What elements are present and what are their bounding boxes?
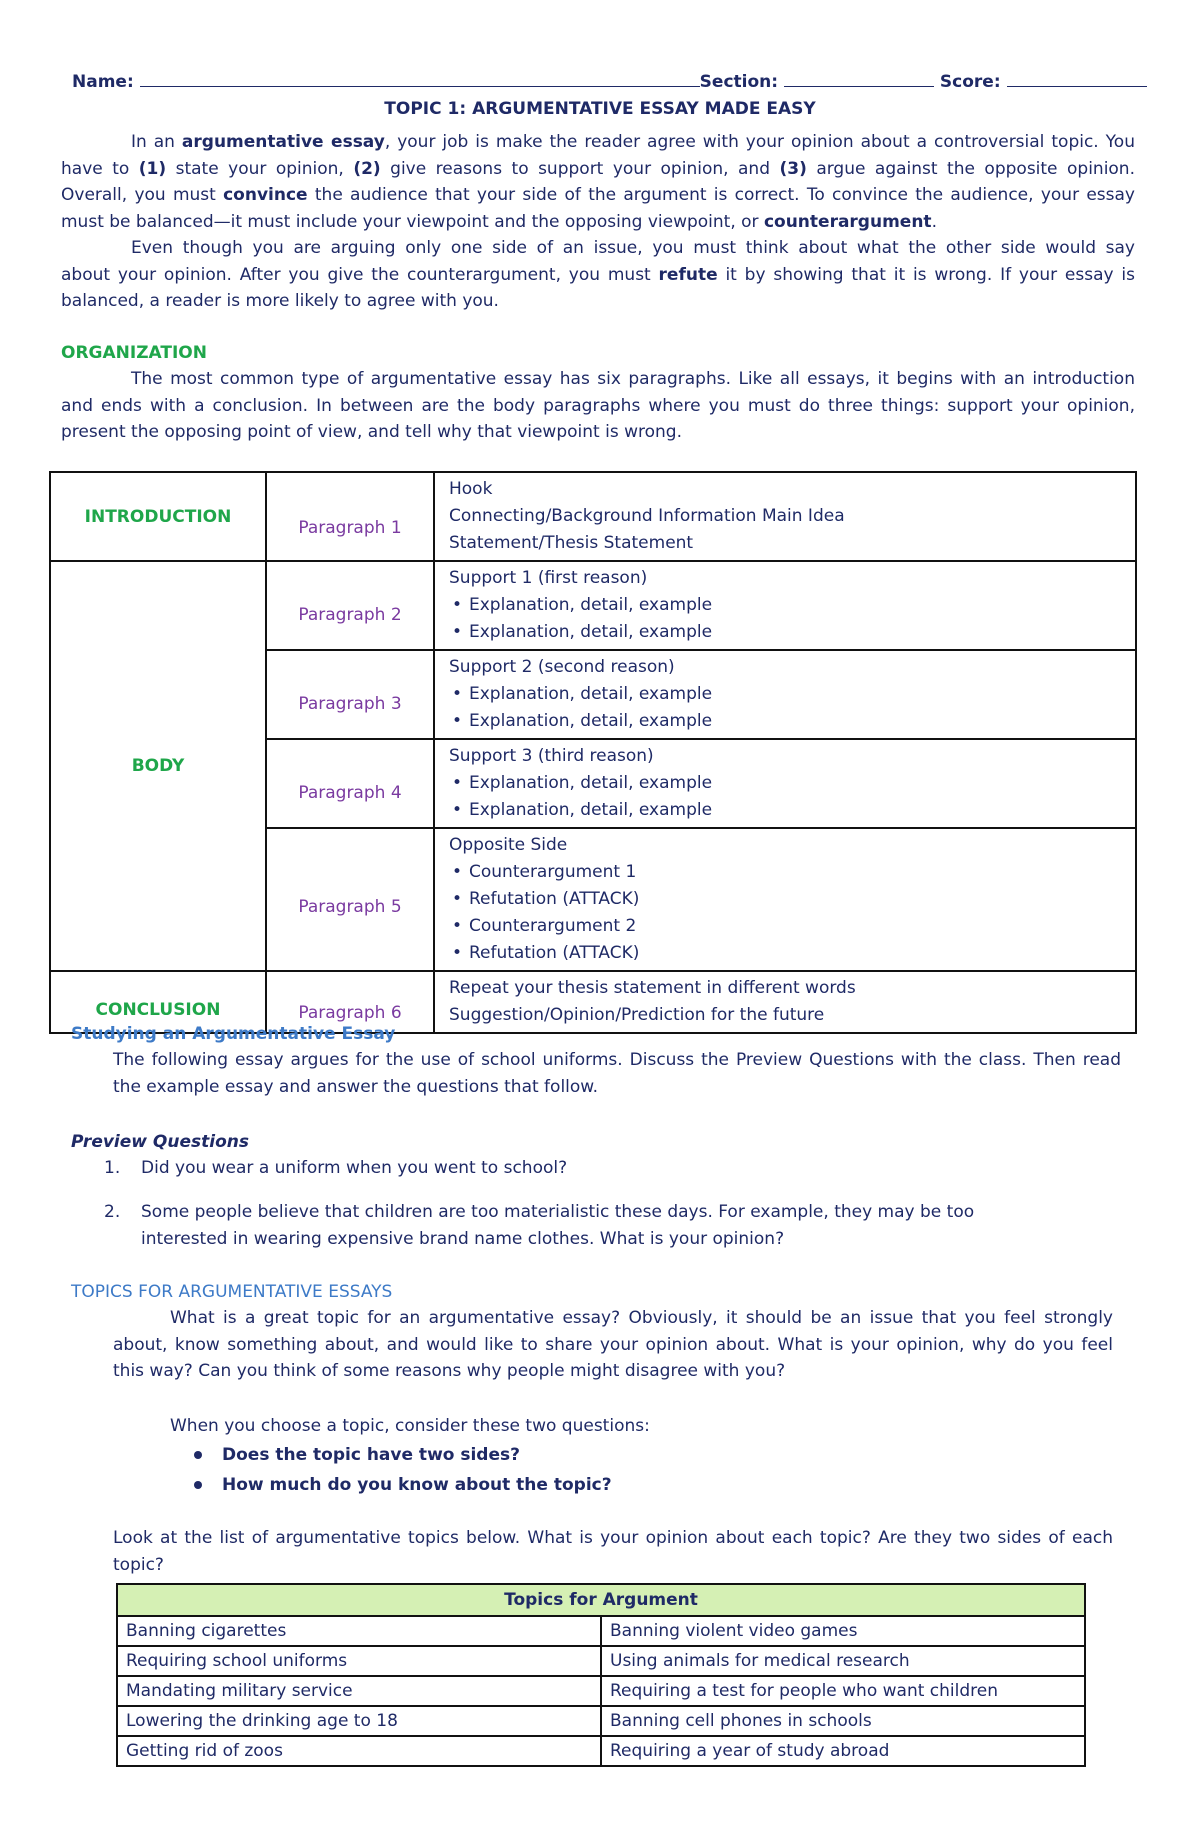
topic-cell: Requiring school uniforms	[117, 1646, 601, 1676]
consider-text: When you choose a topic, consider these two questions:	[170, 1416, 650, 1436]
preview-question-1-number: 1.	[104, 1158, 121, 1178]
organization-line: present the opposing point of view, and tell why that viewpoint is wrong.	[61, 422, 682, 442]
intro-line: In an argumentative essay, your job is make the reader agree with your opinion about a controversial topic. You	[131, 132, 1135, 152]
preview-question-2-line: interested in wearing expensive brand name clothes. What is your opinion?	[141, 1229, 785, 1249]
topics-heading: TOPICS FOR ARGUMENTATIVE ESSAYS	[71, 1282, 393, 1302]
list-item: • Explanation, detail, example	[449, 619, 1135, 646]
list-item: • Explanation, detail, example	[449, 708, 1135, 735]
studying-line: The following essay argues for the use of school uniforms. Discuss the Preview Questions with the class. Then read	[113, 1050, 1121, 1070]
list-item: • Explanation, detail, example	[449, 770, 1135, 797]
list-item: • Counterargument 1	[449, 859, 1135, 886]
topics-line: this way? Can you think of some reasons why people might disagree with you?	[113, 1361, 786, 1381]
table-row	[117, 1646, 1085, 1676]
content-cell: Support 3 (third reason) • Explanation, detail, example • Explanation, detail, example	[434, 739, 1136, 828]
score-blank[interactable]	[1007, 72, 1147, 87]
list-item: • Explanation, detail, example	[449, 797, 1135, 824]
consider-question: Does the topic have two sides?	[194, 1444, 520, 1466]
paragraph-cell: Paragraph 3	[266, 650, 434, 739]
topic-cell: Banning cell phones in schools	[601, 1706, 1085, 1736]
paragraph-cell: Paragraph 4	[266, 739, 434, 828]
organization-text	[61, 368, 1135, 448]
paragraph-cell: Paragraph 2	[266, 561, 434, 650]
consider-question: How much do you know about the topic?	[194, 1474, 612, 1496]
section-cell: BODY	[50, 561, 266, 971]
intro-line: have to (1) state your opinion, (2) give reasons to support your opinion, and (3) argue against the opposite opinion.	[61, 158, 1135, 179]
table-row	[50, 561, 1136, 650]
topics-table	[116, 1583, 1086, 1767]
content-cell: Support 1 (first reason) • Explanation, detail, example • Explanation, detail, example	[434, 561, 1136, 650]
bullet-icon	[194, 1451, 202, 1459]
content-cell: Opposite Side • Counterargument 1 • Refutation (ATTACK) • Counterargument 2 • Refutation (ATTACK)	[434, 828, 1136, 971]
look-line: Look at the list of argumentative topics below. What is your opinion about each topic? Are they two sides of each	[113, 1528, 1113, 1548]
topic-cell: Banning violent video games	[601, 1616, 1085, 1646]
preview-question-2-line: Some people believe that children are too materialistic these days. For example, they may be too	[141, 1202, 975, 1222]
name-label: Name:	[72, 72, 134, 92]
preview-question-2-number: 2.	[104, 1202, 121, 1222]
list-item: • Explanation, detail, example	[449, 681, 1135, 708]
table-row	[117, 1676, 1085, 1706]
paragraph-cell: Paragraph 1	[266, 472, 434, 561]
section-label: Section:	[699, 72, 779, 92]
preview-question-1: Did you wear a uniform when you went to school?	[141, 1158, 568, 1178]
content-cell: Hook Connecting/Background Information Main Idea Statement/Thesis Statement	[434, 472, 1136, 561]
list-item: • Explanation, detail, example	[449, 592, 1135, 619]
organization-heading: ORGANIZATION	[61, 343, 207, 363]
topics-line: about, know something about, and would like to share your opinion about. What is your opinion, why do you feel	[113, 1334, 1113, 1355]
topic-cell: Getting rid of zoos	[117, 1736, 601, 1766]
intro-line: balanced, a reader is more likely to agree with you.	[61, 291, 499, 311]
topics-text	[113, 1307, 1113, 1387]
bullet-icon	[194, 1481, 202, 1489]
list-item: • Counterargument 2	[449, 913, 1135, 940]
section-cell: INTRODUCTION	[50, 472, 266, 561]
name-blank[interactable]	[140, 72, 700, 87]
topics-line: What is a great topic for an argumentative essay? Obviously, it should be an issue that you feel strongly	[170, 1308, 1113, 1328]
table-row	[117, 1736, 1085, 1766]
score-label: Score:	[939, 72, 1001, 92]
studying-line: the example essay and answer the questions that follow.	[113, 1076, 599, 1097]
list-item: • Refutation (ATTACK)	[449, 886, 1135, 913]
organization-line: and ends with a conclusion. In between are the body paragraphs where you must do three things: support your opinion,	[61, 395, 1135, 416]
intro-line: Overall, you must convince the audience that your side of the argument is correct. To convince the audience, your essay	[61, 185, 1135, 205]
intro-line: Even though you are arguing only one side of an issue, you must think about what the other side would say	[131, 238, 1135, 258]
header-line	[72, 71, 1147, 93]
preview-heading: Preview Questions	[71, 1132, 249, 1152]
section-cell: CONCLUSION	[50, 971, 266, 1033]
paragraph-cell: Paragraph 6	[266, 971, 434, 1033]
organization-line: The most common type of argumentative essay has six paragraphs. Like all essays, it begins with an introduction	[131, 369, 1135, 389]
paragraph-cell: Paragraph 5	[266, 828, 434, 971]
table-row	[117, 1706, 1085, 1736]
topic-cell: Requiring a year of study abroad	[601, 1736, 1085, 1766]
page-title: TOPIC 1: ARGUMENTATIVE ESSAY MADE EASY	[384, 99, 816, 119]
topic-cell: Mandating military service	[117, 1676, 601, 1706]
studying-text	[113, 1049, 1121, 1102]
table-row	[117, 1616, 1085, 1646]
section-blank[interactable]	[784, 72, 934, 87]
topic-cell: Requiring a test for people who want children	[601, 1676, 1085, 1706]
intro-line: must be balanced—it must include your viewpoint and the opposing viewpoint, or counterargument.	[61, 211, 937, 232]
content-cell: Repeat your thesis statement in different words Suggestion/Opinion/Prediction for the future	[434, 971, 1136, 1033]
intro-block	[61, 131, 1135, 317]
content-cell: Support 2 (second reason) • Explanation, detail, example • Explanation, detail, example	[434, 650, 1136, 739]
table-row	[50, 472, 1136, 561]
topic-cell: Using animals for medical research	[601, 1646, 1085, 1676]
list-item: • Refutation (ATTACK)	[449, 940, 1135, 967]
look-line: topic?	[113, 1554, 164, 1575]
studying-heading: Studying an Argumentative Essay	[71, 1024, 396, 1044]
topic-cell: Banning cigarettes	[117, 1616, 601, 1646]
table-header-row	[117, 1584, 1085, 1616]
topic-cell: Lowering the drinking age to 18	[117, 1706, 601, 1736]
topics-table-header: Topics for Argument	[117, 1584, 1085, 1616]
essay-structure-table	[49, 471, 1137, 1034]
intro-line: about your opinion. After you give the counterargument, you must refute it by showing that it is wrong. If your essay is	[61, 264, 1135, 285]
look-text	[113, 1527, 1113, 1580]
